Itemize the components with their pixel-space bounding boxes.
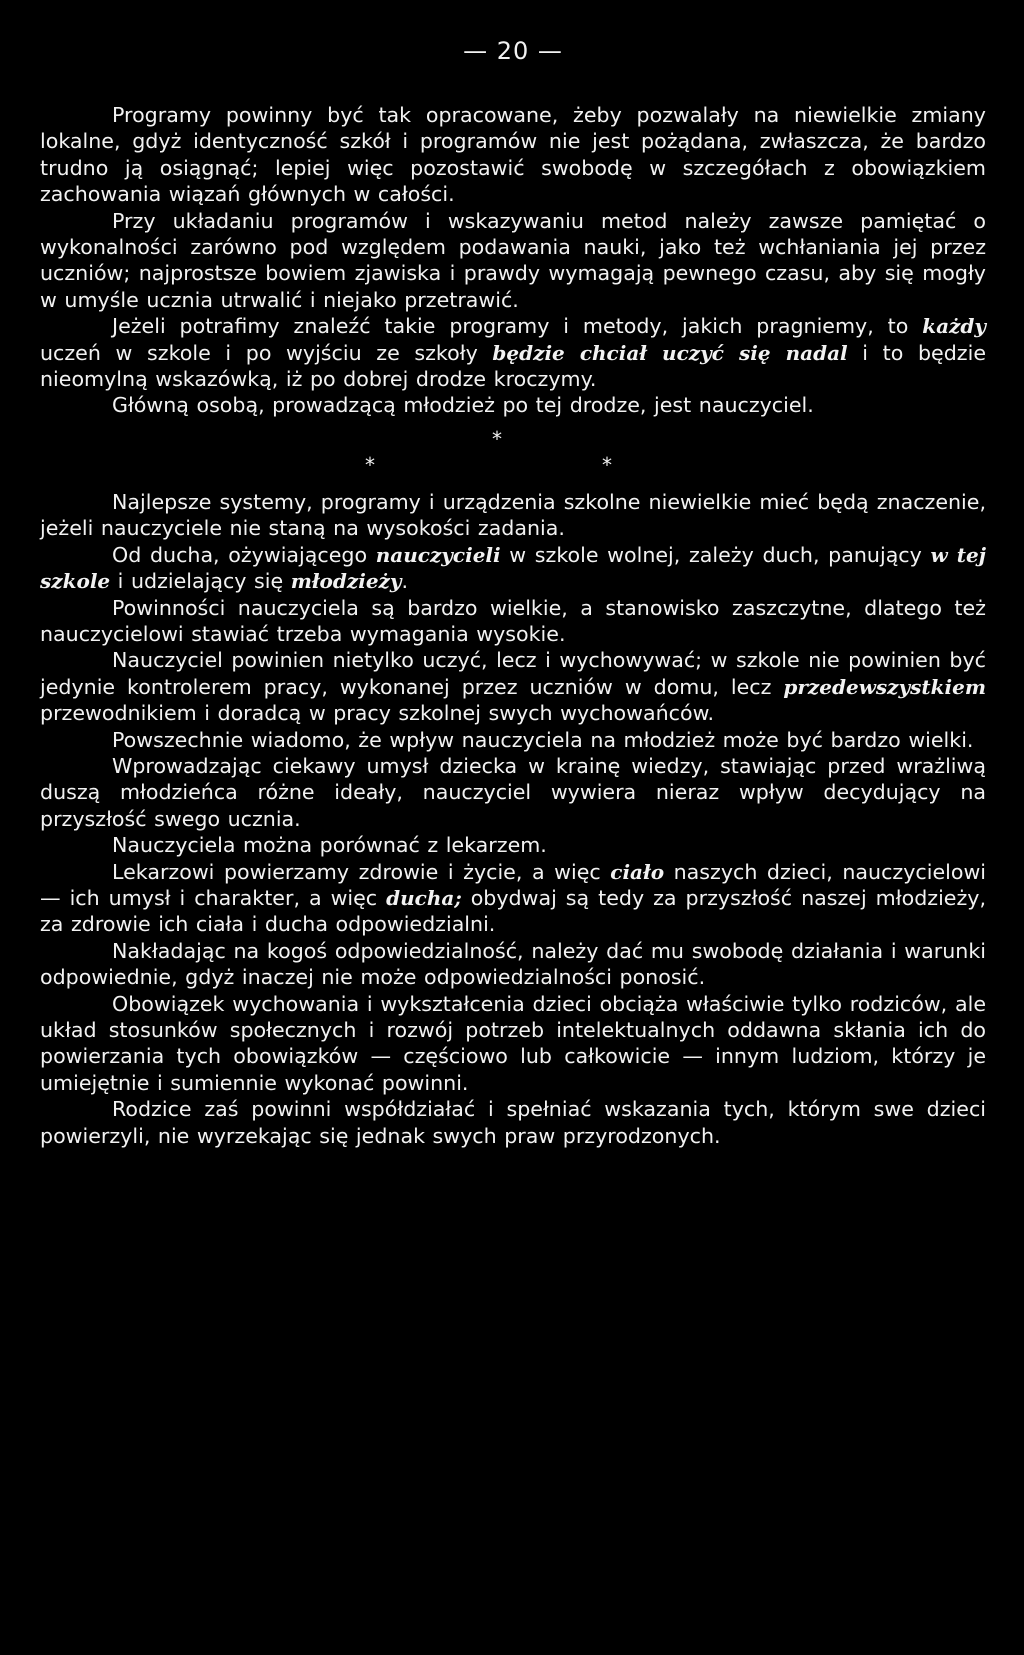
section-separator [40,423,986,483]
paragraph [40,313,986,392]
text-run: Nauczyciel powinien nietylko uczyć, lecz i wychowywać; w szkole nie powinien być jedynie kontrolerem pracy, wykonanej przez uczniów w domu, lecz [40,648,986,699]
paragraph [40,489,986,542]
paragraph [40,392,986,418]
text-run: obydwaj są tedy za przyszłość naszej młodzieży, za zdrowie ich ciała i ducha odpowiedzialni. [40,885,987,937]
paragraph [40,991,986,1097]
paragraph [40,542,986,595]
text-block-bottom [40,489,986,1149]
text-run: Rodzice zaś powinni współdziałać i spełniać wskazania tych, którym swe dzieci powierzyli, nie wyrzekając się jednak swych praw przyrodzonych. [40,1097,986,1148]
text-run: Wprowadzając ciekawy umysł dziecka w krainę wiedzy, stawiając przed wrażliwą duszą młodzieńca różne ideały, nauczyciel wywiera nieraz wpływ decydujący na przyszłość swego ucznia. [40,753,986,831]
emphasized-text: będzie chciał uczyć się nadal [492,340,848,365]
text-run: i to będzie nieomylną wskazówką, iż po dobrej drodze kroczymy. [40,340,986,392]
text-run: przewodnikiem i doradcą w pracy szkolnej swych wychowańców. [40,701,715,726]
text-run: Najlepsze systemy, programy i urządzenia szkolne niewielkie mieć będą znaczenie, jeżeli nauczyciele nie staną na wysokości zadania. [40,489,986,541]
text-run: Obowiązek wychowania i wykształcenia dzieci obciąża właściwie tylko rodziców, ale układ stosunków społecznych i rozwój potrzeb intelektualnych oddawna skłania ich do powierzania tych obowiązków — częściowo lub całkowicie — innym ludziom, którzy je umiejętnie i sumiennie wykonać powinni. [40,991,986,1095]
text-block-top [40,102,986,419]
text-run: Powszechnie wiadomo, że wpływ nauczyciela na młodzież może być bardzo wielki. [112,727,974,752]
text-run: Powinności nauczyciela są bardzo wielkie, a stanowisko zaszczytne, dlatego też nauczycielowi stawiać trzeba wymagania wysokie. [40,595,986,646]
emphasized-text: w tej szkole [40,542,986,594]
paragraph [40,647,986,726]
text-run: w szkole wolnej, zależy duch, panujący [500,542,931,567]
text-run: Nakładając na kogoś odpowiedzialność, należy dać mu swobodę działania i warunki odpowiednie, gdyż inaczej nie może odpowiedzialności ponosić. [40,938,986,990]
text-run: Nauczyciela można porównać z lekarzem. [112,833,547,858]
paragraph [40,595,986,648]
page-number: — 20 — [463,37,563,65]
text-run: Przy układaniu programów i wskazywaniu metod należy zawsze pamiętać o wykonalności zarówno pod względem podawania nauki, jako też wchłaniania jej przez uczniów; najprostsze bowiem zjawiska i prawdy wymagają pewnego czasu, aby się mogły w umyśle ucznia utrwalić i niejako przetrawić. [40,208,986,312]
asterisk-ornament: * [492,426,502,451]
paragraph [40,102,986,208]
paragraph [40,859,986,938]
paragraph [40,1096,986,1149]
text-run: naszych dzieci, nauczycielowi — ich umysł i charakter, a więc [40,859,987,910]
text-run: i udzielający się [110,569,291,594]
emphasized-text: każdy [922,314,986,339]
paragraph [40,753,986,832]
text-run: Lekarzowi powierzamy zdrowie i życie, a więc [112,859,611,884]
asterisk-ornament: * [365,452,375,477]
paragraph [40,208,986,314]
text-run: . [401,569,409,594]
asterisk-ornament: * [602,452,612,477]
emphasized-text: nauczycieli [375,542,501,567]
book-page [40,36,986,1149]
text-run: Programy powinny być tak opracowane, żeby pozwalały na niewielkie zmiany lokalne, gdyż identyczność szkół i programów nie jest pożądana, zwłaszcza, że bardzo trudno ją osiągnąć; lepiej więc pozostawić swobodę w szczegółach z obowiązkiem zachowania wiązań głównych w całości. [40,103,986,207]
paragraph [40,727,986,753]
emphasized-text: ciało [610,859,665,884]
text-run: Od ducha, ożywiającego [112,542,376,567]
text-run: uczeń w szkole i po wyjściu ze szkoły [40,340,493,365]
text-run: Jeżeli potrafimy znaleźć takie programy i metody, jakich pragniemy, to [112,314,923,339]
emphasized-text: przedewszystkiem [783,674,986,699]
paragraph [40,832,986,858]
paragraph [40,938,986,991]
emphasized-text: młodzieży [290,569,402,594]
emphasized-text: ducha; [386,885,462,910]
text-run: Główną osobą, prowadzącą młodzież po tej drodze, jest nauczyciel. [112,393,814,418]
